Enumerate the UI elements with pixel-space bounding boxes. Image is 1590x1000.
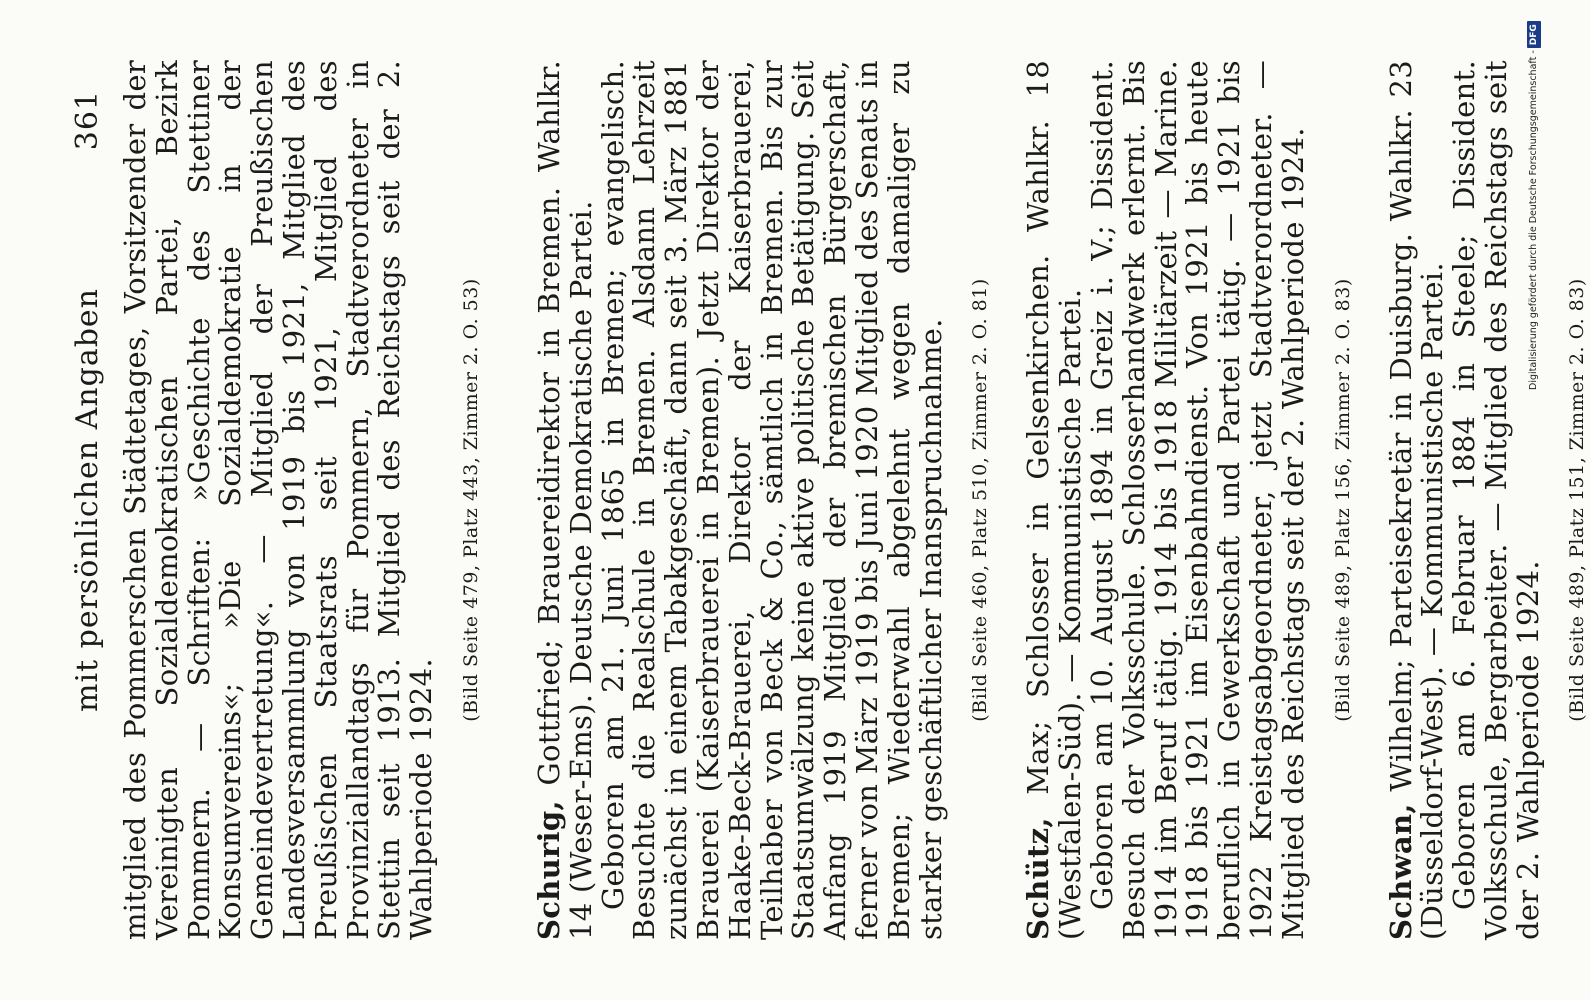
- entry-heading-text: Wilhelm; Parteisekretär in Duisburg. Wahlkr. 23 (Düsseldorf-West). — Kommunistische Partei.: [1383, 60, 1450, 940]
- entry-schurig: [531, 60, 993, 940]
- entry-reference: (Bild Seite 489, Platz 151, Zimmer 2. O. 83): [1566, 278, 1589, 722]
- entry-paragraph: Geboren am 6. Februar 1884 in Steele; Dissident. Volksschule, Bergarbeiter. — Mitglied des Reichstags seit der 2. Wahlperiode 1924.: [1447, 60, 1545, 940]
- running-head-title: mit persönlichen Angaben: [70, 288, 105, 712]
- entry-paragraph: mitglied des Pommerschen Städtetages, Vorsitzender der Vereinigten Sozialdemokratischen Partei, Bezirk Pommern. — Schriften: »Geschichte des Stettiner Konsumvereins«; »Die Sozialdemokratie in der Gemeindevertretung«. — Mitglied der Preußischen Landesversammlung von 1919 bis 1921, Mitglied des Preußischen Staatsrats seit 1921, Mitglied des Provinziallandtags für Pommern, Stadtverordneter in Stettin seit 1913. Mitglied des Reichstags seit der 2. Wahlperiode 1924.: [118, 60, 439, 940]
- entry-heading-paragraph: [531, 60, 598, 940]
- entry-reference: (Bild Seite 479, Platz 443, Zimmer 2. O. 53): [459, 278, 482, 722]
- digitization-credit-text: [1524, 5, 1544, 390]
- entry-heading-text: Max; Schlosser in Gelsenkirchen. Wahlkr. 18 (Westfalen-Süd). — Kommunistische Partei.: [1021, 60, 1088, 940]
- credit-text: Digitalisierung gefördert durch die Deutsche Forschungsgemeinschaft -: [1528, 50, 1539, 390]
- entry-schwan: [1383, 60, 1590, 940]
- dfg-logo: DFG: [1527, 21, 1541, 48]
- entry-name: Schurig,: [531, 800, 566, 940]
- entry-heading-paragraph: [1023, 60, 1087, 940]
- entry-heading-text: Gottfried; Brauereidirektor in Bremen. Wahlkr. 14 (Weser-Ems). Deutsche Demokratische Partei.: [531, 60, 598, 940]
- entry-paragraph: Geboren am 10. August 1894 in Greiz i. V.; Dissident. Besuch der Volksschule. Schlosserhandwerk erlernt. Bis 1914 im Beruf tätig. 1914 bis 1918 Militärzeit — Marine. 1918 bis 1921 im Eisenbahndienst. Von 1921 bis heute beruflich in Gewerkschaft und Partei tätig. — 1921 bis 1922 Kreistagsabgeordneter, jetzt Stadtverordneter. — Mitglied des Reichstags seit der 2. Wahlperiode 1924.: [1084, 60, 1310, 940]
- entry-reference: (Bild Seite 489, Platz 156, Zimmer 2. O. 83): [1331, 278, 1354, 722]
- running-head: [70, 60, 120, 940]
- entry-name: Schütz,: [1021, 817, 1056, 940]
- entry-heading-paragraph: [1383, 60, 1450, 940]
- page-number: 361: [70, 90, 105, 151]
- entry-schuetz: [1023, 60, 1355, 940]
- entry-name: Schwan,: [1383, 803, 1418, 940]
- entry-paragraph: Geboren am 21. Juni 1865 in Bremen; evangelisch. Besuchte die Realschule in Bremen. Alsdann Lehrzeit zunächst in einem Tabakgeschäft, dann seit 3. März 1881 Brauerei (Kaiserbrauerei in Bremen). Jetzt Direktor der Haake-Beck-Brauerei, Direktor der Kaiserbrauerei, Teilhaber von Beck & Co., sämtlich in Bremen. Bis zur Staatsumwälzung keine aktive politische Betätigung. Seit Anfang 1919 Mitglied der bremischen Bürgerschaft, ferner von März 1919 bis Juni 1920 Mitglied des Senats in Bremen; Wiederwahl abgelehnt wegen damaliger zu starker geschäftlicher Inanspruchnahme.: [595, 60, 948, 940]
- entry-reference: (Bild Seite 460, Platz 510, Zimmer 2. O. 81): [969, 278, 992, 722]
- entry-continued: [120, 60, 484, 940]
- digitization-credit: [1524, 5, 1544, 390]
